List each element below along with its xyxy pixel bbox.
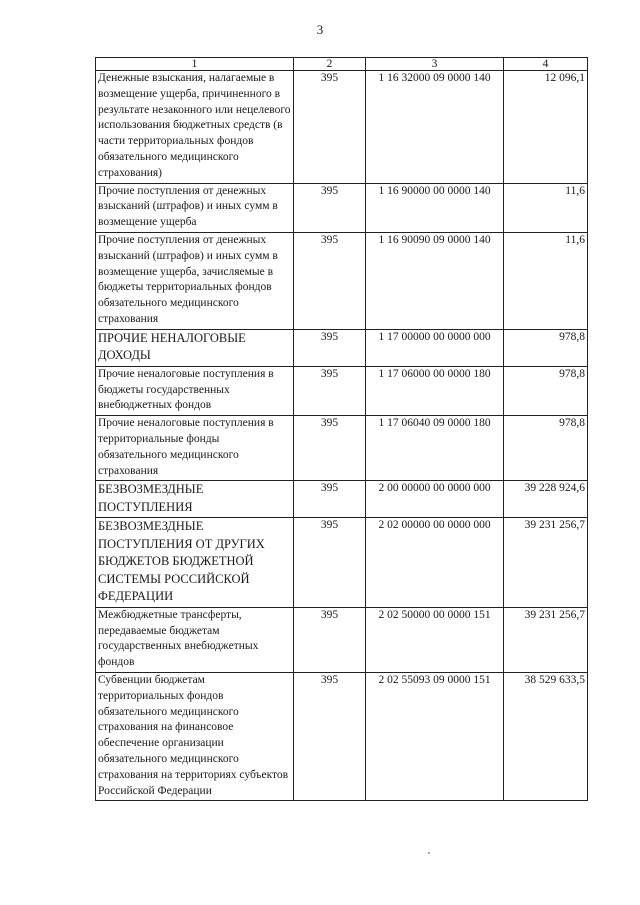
table-row xyxy=(96,607,588,672)
row-amount: 39 231 256,7 xyxy=(504,607,588,672)
row-name: Прочие неналоговые поступления в бюджеты государственных внебюджетных фондов xyxy=(96,366,294,415)
table-row xyxy=(96,416,588,481)
row-classification-code: 1 16 90090 09 0000 140 xyxy=(366,232,504,329)
row-classification-code: 1 17 06000 00 0000 180 xyxy=(366,366,504,415)
row-classification-code: 2 00 00000 00 0000 000 xyxy=(366,481,504,518)
row-admin-code: 395 xyxy=(294,607,366,672)
row-name: Субвенции бюджетам территориальных фондов обязательного медицинского страхования на финансовое обеспечение организации обязательного медицинского страхования на территориях субъектов Российской Федерации xyxy=(96,673,294,801)
row-name: Прочие поступления от денежных взысканий (штрафов) и иных сумм в возмещение ущерба, зачисляемые в бюджеты территориальных фондов обязательного медицинского страхования xyxy=(96,232,294,329)
row-amount: 38 529 633,5 xyxy=(504,673,588,801)
table-body xyxy=(96,71,588,801)
row-amount: 978,8 xyxy=(504,329,588,366)
row-name: БЕЗВОЗМЕЗДНЫЕ ПОСТУПЛЕНИЯ ОТ ДРУГИХ БЮДЖЕТОВ БЮДЖЕТНОЙ СИСТЕМЫ РОССИЙСКОЙ ФЕДЕРАЦИИ xyxy=(96,518,294,608)
row-amount: 978,8 xyxy=(504,366,588,415)
row-admin-code: 395 xyxy=(294,183,366,232)
row-admin-code: 395 xyxy=(294,518,366,608)
row-name: Прочие неналоговые поступления в территориальные фонды обязательного медицинского страхования xyxy=(96,416,294,481)
row-classification-code: 2 02 50000 00 0000 151 xyxy=(366,607,504,672)
row-amount: 11,6 xyxy=(504,183,588,232)
row-admin-code: 395 xyxy=(294,366,366,415)
table-header-row xyxy=(96,58,588,71)
scan-speck xyxy=(428,852,430,854)
row-admin-code: 395 xyxy=(294,232,366,329)
row-name: БЕЗВОЗМЕЗДНЫЕ ПОСТУПЛЕНИЯ xyxy=(96,481,294,518)
row-admin-code: 395 xyxy=(294,673,366,801)
row-name: Межбюджетные трансферты, передаваемые бюджетам государственных внебюджетных фондов xyxy=(96,607,294,672)
row-admin-code: 395 xyxy=(294,71,366,184)
table-row xyxy=(96,183,588,232)
table-row xyxy=(96,481,588,518)
row-classification-code: 2 02 00000 00 0000 000 xyxy=(366,518,504,608)
table-row xyxy=(96,366,588,415)
row-amount: 39 228 924,6 xyxy=(504,481,588,518)
row-name: Денежные взыскания, налагаемые в возмещение ущерба, причиненного в результате незаконного или нецелевого использования бюджетных средств (в части территориальных фондов обязательного медицинского страхования) xyxy=(96,71,294,184)
row-amount: 12 096,1 xyxy=(504,71,588,184)
table-row xyxy=(96,232,588,329)
row-classification-code: 2 02 55093 09 0000 151 xyxy=(366,673,504,801)
row-amount: 978,8 xyxy=(504,416,588,481)
header-column-4: 4 xyxy=(504,58,588,71)
row-amount: 39 231 256,7 xyxy=(504,518,588,608)
table-row xyxy=(96,329,588,366)
table-row xyxy=(96,71,588,184)
page-number: 3 xyxy=(316,22,324,37)
row-name: ПРОЧИЕ НЕНАЛОГОВЫЕ ДОХОДЫ xyxy=(96,329,294,366)
row-admin-code: 395 xyxy=(294,329,366,366)
table-row xyxy=(96,673,588,801)
table-row xyxy=(96,518,588,608)
row-classification-code: 1 16 32000 09 0000 140 xyxy=(366,71,504,184)
row-name: Прочие поступления от денежных взысканий (штрафов) и иных сумм в возмещение ущерба xyxy=(96,183,294,232)
header-column-2: 2 xyxy=(294,58,366,71)
row-classification-code: 1 17 00000 00 0000 000 xyxy=(366,329,504,366)
row-admin-code: 395 xyxy=(294,481,366,518)
row-amount: 11,6 xyxy=(504,232,588,329)
header-column-3: 3 xyxy=(366,58,504,71)
row-classification-code: 1 16 90000 00 0000 140 xyxy=(366,183,504,232)
row-admin-code: 395 xyxy=(294,416,366,481)
row-classification-code: 1 17 06040 09 0000 180 xyxy=(366,416,504,481)
revenue-table xyxy=(95,57,588,801)
header-column-1: 1 xyxy=(96,58,294,71)
